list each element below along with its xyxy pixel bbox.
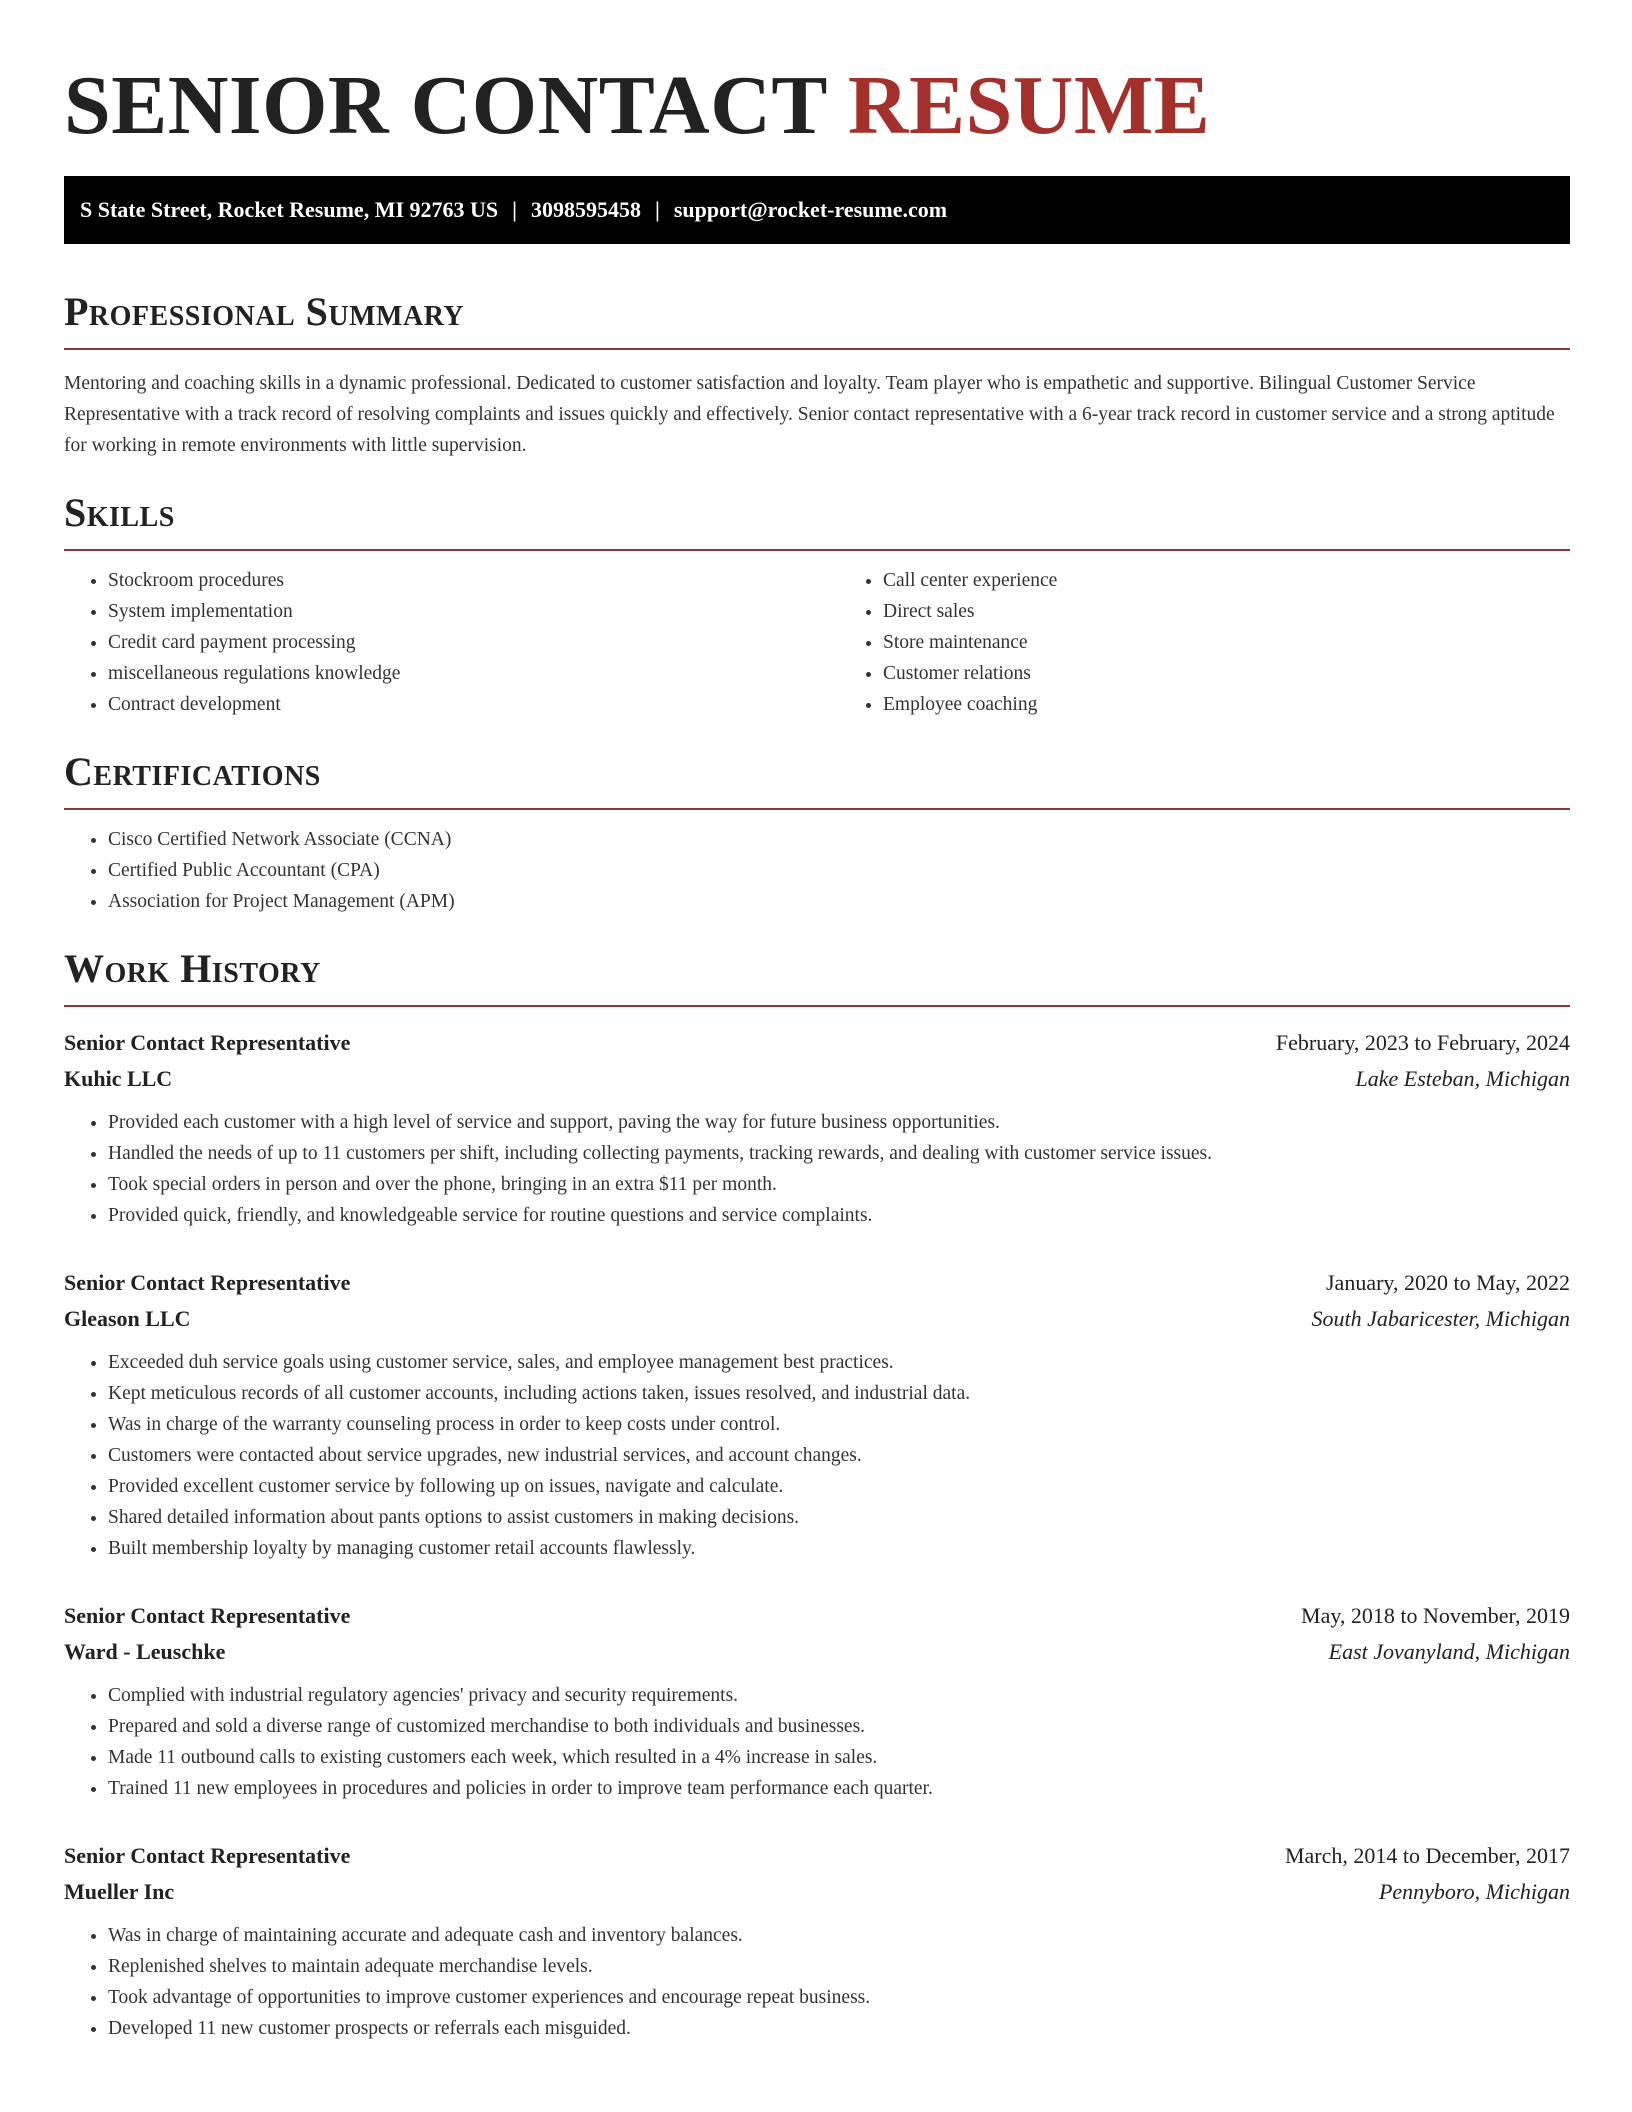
job-header-row: [64, 1265, 1570, 1301]
job-dates: January, 2020 to May, 2022: [1326, 1270, 1570, 1295]
contact-separator: |: [512, 197, 517, 222]
job-bullet: • Provided each customer with a high level of service and support, paving the way for future business opportunities.: [108, 1107, 1570, 1138]
resume-title: [64, 0, 1570, 156]
job-bullet: • Made 11 outbound calls to existing customers each week, which resulted in a 4% increase in sales.: [108, 1742, 1570, 1773]
job-company: Mueller Inc: [64, 1879, 175, 1904]
job-bullet: • Complied with industrial regulatory agencies' privacy and security requirements.: [108, 1680, 1570, 1711]
skills-section: [64, 489, 1570, 720]
job-bullet: • Developed 11 new customer prospects or referrals each misguided.: [108, 2013, 1570, 2044]
job-bullets: [64, 1347, 1570, 1564]
job-header-row: [64, 1838, 1570, 1874]
job-company-row: [64, 1634, 1570, 1670]
job-bullet: • Trained 11 new employees in procedures and policies in order to improve team performance each quarter.: [108, 1773, 1570, 1804]
job-bullet: • Customers were contacted about service upgrades, new industrial services, and account changes.: [108, 1440, 1570, 1471]
job-header-row: [64, 1598, 1570, 1634]
summary-heading: Professional Summary: [64, 288, 1570, 350]
skill-item: • Employee coaching: [883, 689, 1570, 720]
contact-phone: 3098595458: [531, 197, 641, 222]
job-location: Pennyboro, Michigan: [1378, 1879, 1570, 1904]
certifications-list: [64, 824, 1570, 917]
certifications-section: [64, 748, 1570, 917]
contact-separator: |: [655, 197, 660, 222]
job-company-row: [64, 1061, 1570, 1097]
summary-text: Mentoring and coaching skills in a dynamic professional. Dedicated to customer satisfaction and loyalty. Team player who is empathetic and supportive. Bilingual Customer Service Representative with a track record of resolving complaints and issues quickly and effectively. Senior contact representative with a 6-year track record in customer service and a strong aptitude for working in remote environments with little supervision.: [64, 373, 1555, 456]
skills-grid: [64, 551, 1570, 720]
job-title: Senior Contact Representative: [64, 1843, 351, 1868]
certification-item: • Association for Project Management (APM): [108, 886, 1570, 917]
job-bullet: • Built membership loyalty by managing customer retail accounts flawlessly.: [108, 1533, 1570, 1564]
skill-item: • Contract development: [108, 689, 795, 720]
skill-item: • Direct sales: [883, 596, 1570, 627]
contact-address: S State Street, Rocket Resume, MI 92763 US: [80, 197, 499, 222]
job-bullets: [64, 1920, 1570, 2044]
job-location: Lake Esteban, Michigan: [1355, 1066, 1570, 1091]
job-header-row: [64, 1025, 1570, 1061]
skills-heading: Skills: [64, 489, 1570, 551]
job-bullet: • Exceeded duh service goals using customer service, sales, and employee management best practices.: [108, 1347, 1570, 1378]
skill-item: • Customer relations: [883, 658, 1570, 689]
skill-item: • Credit card payment processing: [108, 627, 795, 658]
resume-page: [64, 0, 1570, 2044]
resume-title-main: SENIOR CONTACT: [64, 59, 827, 152]
job-bullet: • Kept meticulous records of all customer accounts, including actions taken, issues resolved, and industrial data.: [108, 1378, 1570, 1409]
contact-bar: [64, 176, 1570, 244]
job-bullet: • Handled the needs of up to 11 customers per shift, including collecting payments, tracking rewards, and dealing with customer service issues.: [108, 1138, 1570, 1169]
skill-item: • Call center experience: [883, 565, 1570, 596]
certification-item: • Certified Public Accountant (CPA): [108, 855, 1570, 886]
skills-list-left: [64, 565, 795, 720]
skill-item: • miscellaneous regulations knowledge: [108, 658, 795, 689]
job-title: Senior Contact Representative: [64, 1030, 351, 1055]
job-company: Kuhic LLC: [64, 1066, 173, 1091]
job-bullet: • Shared detailed information about pants options to assist customers in making decisions.: [108, 1502, 1570, 1533]
job-bullet: • Provided quick, friendly, and knowledgeable service for routine questions and service complaints.: [108, 1200, 1570, 1231]
summary-section: [64, 288, 1570, 461]
resume-title-accent: RESUME: [847, 59, 1211, 152]
certifications-heading: Certifications: [64, 748, 1570, 810]
job-location: East Jovanyland, Michigan: [1328, 1639, 1570, 1664]
contact-email: support@rocket-resume.com: [673, 197, 948, 222]
job-bullet: • Took special orders in person and over the phone, bringing in an extra $11 per month.: [108, 1169, 1570, 1200]
certification-item: • Cisco Certified Network Associate (CCNA): [108, 824, 1570, 855]
skill-item: • Stockroom procedures: [108, 565, 795, 596]
job-entry: [64, 1265, 1570, 1564]
skill-item: • Store maintenance: [883, 627, 1570, 658]
job-dates: March, 2014 to December, 2017: [1284, 1843, 1570, 1868]
work-history-section: [64, 945, 1570, 2044]
job-company: Ward - Leuschke: [64, 1639, 226, 1664]
job-company-row: [64, 1301, 1570, 1337]
job-bullet: • Was in charge of maintaining accurate and adequate cash and inventory balances.: [108, 1920, 1570, 1951]
job-dates: February, 2023 to February, 2024: [1275, 1030, 1570, 1055]
job-bullet: • Prepared and sold a diverse range of customized merchandise to both individuals and businesses.: [108, 1711, 1570, 1742]
job-dates: May, 2018 to November, 2019: [1301, 1603, 1570, 1628]
work-history-heading: Work History: [64, 945, 1570, 1007]
job-company-row: [64, 1874, 1570, 1910]
job-bullet: • Was in charge of the warranty counseling process in order to keep costs under control.: [108, 1409, 1570, 1440]
job-company: Gleason LLC: [64, 1306, 191, 1331]
skill-item: • System implementation: [108, 596, 795, 627]
job-bullets: [64, 1107, 1570, 1231]
job-location: South Jabaricester, Michigan: [1311, 1306, 1570, 1331]
job-bullets: [64, 1680, 1570, 1804]
skills-list-right: [839, 565, 1570, 720]
job-bullet: • Replenished shelves to maintain adequate merchandise levels.: [108, 1951, 1570, 1982]
job-entry: [64, 1025, 1570, 1231]
job-bullet: • Provided excellent customer service by following up on issues, navigate and calculate.: [108, 1471, 1570, 1502]
job-title: Senior Contact Representative: [64, 1270, 351, 1295]
job-entry: [64, 1598, 1570, 1804]
job-title: Senior Contact Representative: [64, 1603, 351, 1628]
job-bullet: • Took advantage of opportunities to improve customer experiences and encourage repeat business.: [108, 1982, 1570, 2013]
job-entry: [64, 1838, 1570, 2044]
